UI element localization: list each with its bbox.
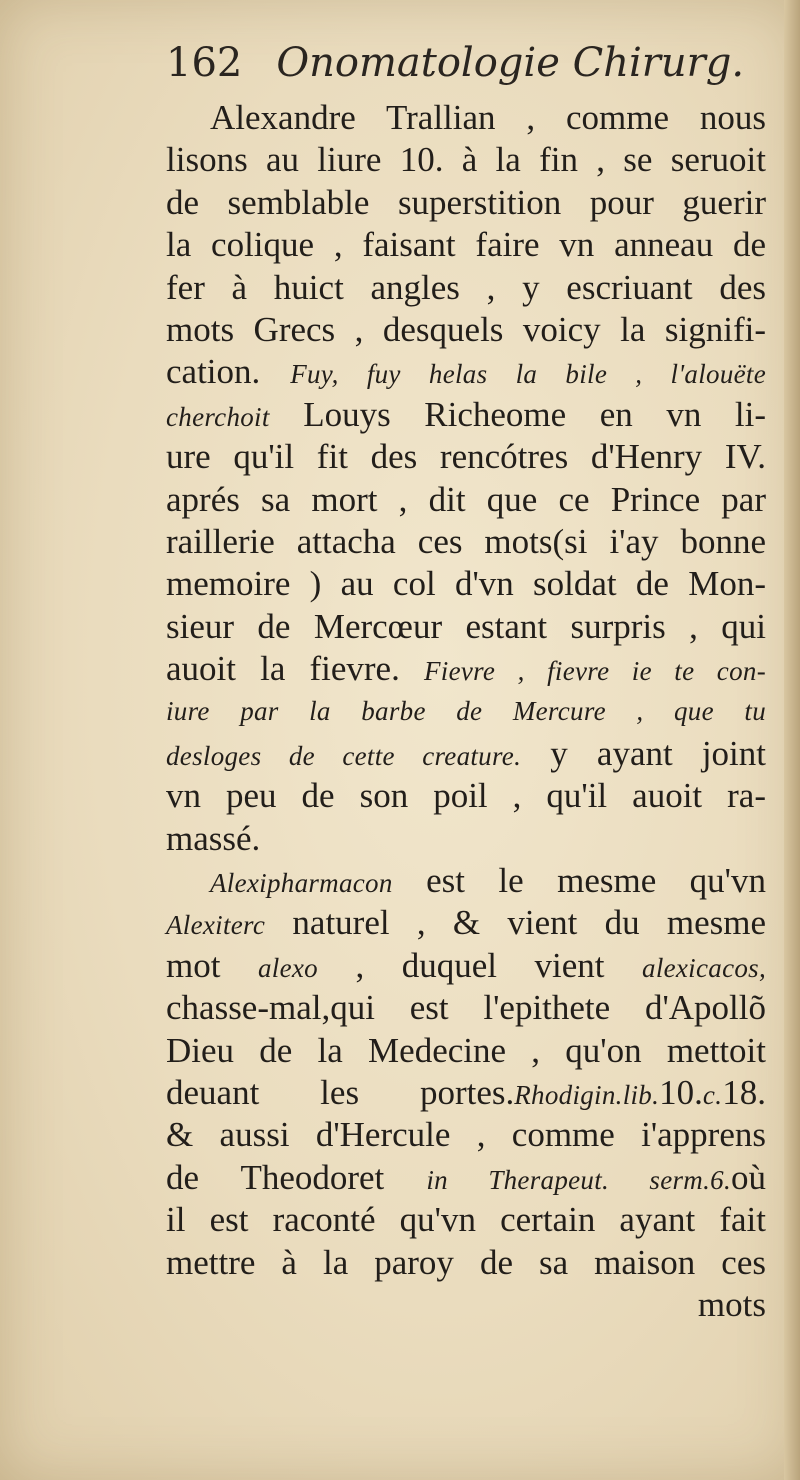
text-line — [166, 902, 766, 944]
text-line — [166, 945, 766, 987]
running-title: Onomatologie Chirurg. — [276, 40, 745, 86]
text-line — [166, 394, 766, 436]
text-line: ure qu'il fit des rencótres d'Henry IV. — [166, 437, 766, 477]
text-segment: 10. — [659, 1072, 703, 1112]
text-segment: deuant les portes. — [166, 1072, 515, 1112]
italic-segment: Rhodigin.lib. — [514, 1079, 660, 1110]
page-text — [166, 97, 766, 1326]
text-line — [166, 648, 766, 690]
text-segment: mot — [166, 945, 221, 985]
italic-segment: cherchoit — [166, 401, 270, 432]
text-line: Dieu de la Medecine , qu'on mettoit — [166, 1030, 766, 1070]
page-gutter — [784, 0, 800, 1480]
text-line: massé. — [166, 818, 261, 858]
italic-segment: desloges de cette creature. — [166, 740, 522, 771]
text-line: mots Grecs , desquels voicy la signifi- — [166, 309, 766, 349]
text-line: chasse-mal,qui est l'epithete d'Apollõ — [166, 988, 766, 1028]
text-line — [166, 1072, 766, 1114]
text-segment: 18. — [722, 1072, 766, 1112]
italic-segment: Fievre , fievre ie te con- — [423, 656, 766, 687]
text-line: vn peu de son poil , qu'il auoit ra- — [166, 776, 766, 816]
text-segment: naturel , & vient du mesme — [292, 903, 766, 943]
running-head — [166, 40, 745, 100]
text-line — [166, 351, 766, 393]
italic-segment: in Therapeut. serm.6. — [426, 1164, 732, 1195]
text-segment: de Theodoret — [166, 1157, 385, 1197]
text-segment: cation. — [166, 352, 261, 392]
text-line: mettre à la paroy de sa maison ces — [166, 1242, 766, 1282]
text-line: aprés sa mort , dit que ce Prince par — [166, 479, 766, 519]
text-line: sieur de Mercœur estant surpris , qui — [166, 606, 766, 646]
text-line: de semblable superstition pour guerir — [166, 182, 766, 222]
text-line: fer à huict angles , y escriuant des — [166, 267, 766, 307]
text-segment: auoit la fievre. — [166, 649, 400, 689]
text-line: il est raconté qu'vn certain ayant fait — [166, 1200, 766, 1240]
italic-segment: c. — [702, 1079, 723, 1110]
text-segment: est le mesme qu'vn — [426, 861, 766, 901]
text-line: memoire ) au col d'vn soldat de Mon- — [166, 564, 766, 604]
text-segment: où — [731, 1157, 767, 1197]
italic-segment: Fuy, fuy helas la bile , l'alouëte — [290, 359, 766, 390]
text-line: la colique , faisant faire vn anneau de — [166, 225, 766, 265]
text-line: raillerie attacha ces mots(si i'ay bonne — [166, 521, 766, 561]
text-line: lisons au liure 10. à la fin , se seruoit — [166, 140, 766, 180]
text-line: iure par la barbe de Mercure , que tu — [166, 696, 766, 727]
italic-segment: alexo — [257, 952, 318, 983]
italic-segment: alexicacos, — [642, 952, 767, 983]
text-line — [166, 860, 766, 902]
text-line — [166, 733, 766, 775]
text-line — [166, 1157, 766, 1199]
text-segment: y ayant joint — [550, 733, 767, 773]
text-segment: , duquel vient — [355, 945, 605, 985]
italic-segment: Alexipharmacon — [210, 868, 393, 899]
text-line: Alexandre Trallian , comme nous — [210, 98, 766, 137]
page-number: 162 — [166, 40, 243, 86]
italic-segment: Alexiterc — [166, 910, 266, 941]
catchword: mots — [697, 1284, 766, 1324]
text-segment: Louys Richeome en vn li- — [303, 394, 766, 434]
text-line: & aussi d'Hercule , comme i'apprens — [166, 1115, 766, 1155]
